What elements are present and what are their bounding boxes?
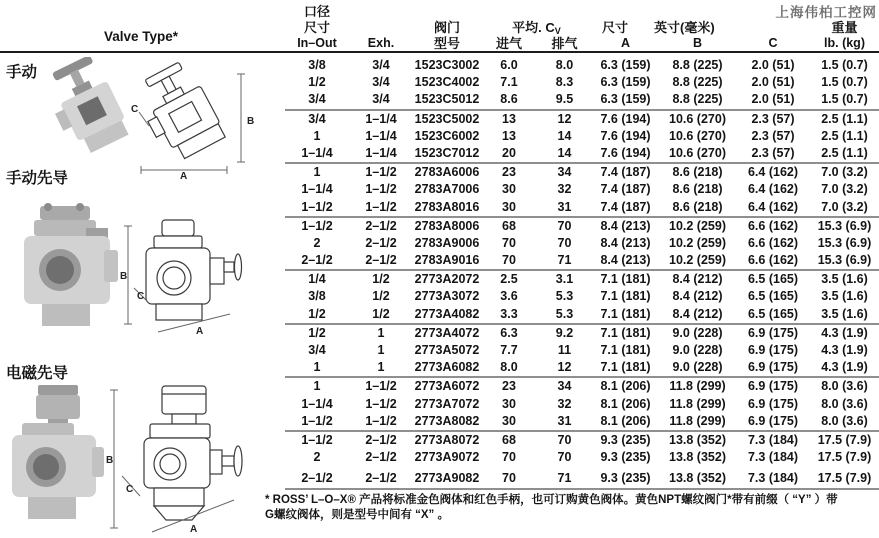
table-cell: 2.0 (51) xyxy=(751,92,795,107)
table-cell: 3/4 xyxy=(308,92,326,107)
table-cell: 3/4 xyxy=(372,58,390,72)
table-cell: 7.0 (3.2) xyxy=(821,182,868,197)
table-cell: 34 xyxy=(557,379,572,394)
table-cell: 1–1/2 xyxy=(301,199,333,214)
table-cell: 1–1/2 xyxy=(301,432,333,447)
table-cell: 1–1/4 xyxy=(365,128,397,143)
table-cell: 13.8 (352) xyxy=(669,450,726,465)
table-cell: 2.5 (1.1) xyxy=(821,128,868,143)
section-label-manual: 手动 xyxy=(6,64,38,81)
table-cell: 6.5 (165) xyxy=(747,289,799,304)
table-cell: 7.3 (184) xyxy=(747,471,799,486)
table-cell: 8.0 (3.6) xyxy=(821,379,868,394)
table-cell: 6.3 (159) xyxy=(600,92,651,107)
table-cell: 15.3 (6.9) xyxy=(817,253,872,268)
table-cell: 7.1 (181) xyxy=(600,289,651,304)
table-cell: 13 xyxy=(502,111,516,126)
table-cell: 8.0 (3.6) xyxy=(821,413,868,428)
table-cell: 3/4 xyxy=(372,92,390,107)
table-cell: 10.2 (259) xyxy=(669,218,726,233)
dim-label-a: A xyxy=(196,326,204,337)
table-cell: 1523C7012 xyxy=(414,145,480,160)
table-cell: 1523C3002 xyxy=(414,58,480,72)
table-cell: 31 xyxy=(557,199,572,214)
table-cell: 7.0 (3.2) xyxy=(821,199,868,214)
table-cell: 7.3 (184) xyxy=(747,450,799,465)
table-row xyxy=(285,145,879,162)
table-cell: 30 xyxy=(502,199,516,214)
table-row xyxy=(285,91,879,108)
solenoid-pilot-valve-drawing xyxy=(104,380,254,536)
table-cell: 15.3 (6.9) xyxy=(817,218,872,233)
table-cell: 6.5 (165) xyxy=(747,306,799,321)
table-cell: 9.0 (228) xyxy=(672,325,723,340)
table-cell: 6.9 (175) xyxy=(747,343,799,357)
table-cell: 7.6 (194) xyxy=(600,111,651,126)
table-cell: 1–1/2 xyxy=(365,396,397,411)
manual-pilot-valve-photo xyxy=(16,198,122,338)
table-cell: 7.1 (181) xyxy=(600,272,651,287)
row-group xyxy=(285,164,879,218)
header-cv-sub: V xyxy=(554,26,561,36)
header-exh: Exh. xyxy=(367,36,395,50)
table-cell: 2.3 (57) xyxy=(751,128,795,143)
table-cell: 6.4 (162) xyxy=(747,182,799,197)
table-cell: 70 xyxy=(557,218,572,233)
table-cell: 3.1 xyxy=(555,272,574,287)
table-cell: 8.6 (218) xyxy=(672,165,723,180)
table-cell: 1–1/2 xyxy=(301,218,333,233)
table-cell: 2–1/2 xyxy=(365,218,397,233)
row-group xyxy=(285,111,879,165)
table-cell: 17.5 (7.9) xyxy=(817,450,872,465)
table-cell: 7.1 (181) xyxy=(600,360,651,375)
table-cell: 8.4 (212) xyxy=(672,306,723,321)
table-cell: 8.8 (225) xyxy=(672,58,723,72)
table-cell: 6.3 (159) xyxy=(600,75,651,90)
row-group xyxy=(285,378,879,432)
table-cell: 9.3 (235) xyxy=(600,471,651,486)
table-cell: 70 xyxy=(502,450,516,465)
table-cell: 2–1/2 xyxy=(365,253,397,268)
header-inout: In–Out xyxy=(297,36,337,50)
header-cv-out: 排气 xyxy=(551,36,578,51)
table-cell: 70 xyxy=(557,450,572,465)
table-cell: 10.2 (259) xyxy=(669,235,726,250)
dim-label-b: B xyxy=(247,116,255,127)
table-row xyxy=(285,271,879,288)
header-model-line1: 阀门 xyxy=(433,20,460,35)
table-cell: 6.9 (175) xyxy=(747,379,799,394)
table-cell: 2773A4072 xyxy=(414,325,480,340)
table-cell: 6.9 (175) xyxy=(747,413,799,428)
manual-pilot-valve-drawing xyxy=(118,210,246,338)
table-cell: 3.5 (1.6) xyxy=(821,272,868,287)
table-cell: 13.8 (352) xyxy=(669,471,726,486)
table-cell: 1/2 xyxy=(372,272,390,287)
table-cell: 8.0 xyxy=(500,360,518,375)
table-cell: 23 xyxy=(502,165,516,180)
table-cell: 6.0 xyxy=(500,58,518,72)
manual-valve-photo xyxy=(46,57,132,169)
table-cell: 4.3 (1.9) xyxy=(821,343,868,357)
table-cell: 4.3 (1.9) xyxy=(821,360,868,375)
header-rule xyxy=(0,51,879,53)
table-cell: 2783A7006 xyxy=(414,182,480,197)
table-cell: 2 xyxy=(313,450,321,465)
table-cell: 2–1/2 xyxy=(365,432,397,447)
table-cell: 2773A2072 xyxy=(414,272,480,287)
table-cell: 2773A6082 xyxy=(414,360,480,375)
table-row xyxy=(285,164,879,181)
table-cell: 3.5 (1.6) xyxy=(821,306,868,321)
table-cell: 8.4 (212) xyxy=(672,272,723,287)
table-row xyxy=(285,74,879,91)
table-cell: 68 xyxy=(502,218,516,233)
header-dims-label: 尺寸 xyxy=(602,20,629,35)
table-cell: 2773A9072 xyxy=(414,450,480,465)
table-cell: 11.8 (299) xyxy=(669,379,726,394)
row-group xyxy=(285,432,879,490)
dim-label-c: C xyxy=(126,484,134,495)
header-cv-group xyxy=(481,19,592,35)
table-cell: 8.1 (206) xyxy=(600,413,651,428)
table-cell: 8.6 xyxy=(500,92,518,107)
table-cell: 1523C5002 xyxy=(414,111,480,126)
table-cell: 1 xyxy=(313,360,321,375)
table-cell: 6.9 (175) xyxy=(747,360,799,375)
table-row xyxy=(285,288,879,305)
table-cell: 2773A8072 xyxy=(414,432,480,447)
table-cell: 2773A9082 xyxy=(414,471,480,486)
dim-label-c: C xyxy=(131,104,139,115)
table-cell: 7.4 (187) xyxy=(600,165,651,180)
table-cell: 6.3 xyxy=(500,325,518,340)
table-cell: 7.7 xyxy=(500,343,518,357)
table-row xyxy=(285,199,879,216)
table-cell: 7.6 (194) xyxy=(600,128,651,143)
table-cell: 1–1/2 xyxy=(365,413,397,428)
table-cell: 8.4 (212) xyxy=(672,289,723,304)
table-cell: 2.5 xyxy=(500,272,518,287)
table-cell: 1–1/2 xyxy=(365,182,397,197)
table-cell: 2.0 (51) xyxy=(751,58,795,72)
table-cell: 8.8 (225) xyxy=(672,92,723,107)
table-cell: 6.9 (175) xyxy=(747,396,799,411)
table-cell: 71 xyxy=(557,471,572,486)
table-cell: 15.3 (6.9) xyxy=(817,235,872,250)
table-cell: 2773A6072 xyxy=(414,379,480,394)
table-cell: 6.3 (159) xyxy=(600,58,651,72)
table-cell: 10.6 (270) xyxy=(669,111,726,126)
footnote xyxy=(265,493,877,523)
table-cell: 2–1/2 xyxy=(301,253,333,268)
table-cell: 11.8 (299) xyxy=(669,413,726,428)
table-cell: 4.3 (1.9) xyxy=(821,325,868,340)
table-cell: 30 xyxy=(502,396,516,411)
table-cell: 8.1 (206) xyxy=(600,396,651,411)
dim-label-c: C xyxy=(137,291,145,302)
table-header xyxy=(285,3,879,51)
table-cell: 9.3 (235) xyxy=(600,432,651,447)
manual-valve-drawing xyxy=(127,60,257,180)
table-cell: 1523C5012 xyxy=(414,92,480,107)
table-cell: 1523C4002 xyxy=(414,75,480,90)
table-cell: 3/4 xyxy=(308,343,326,357)
table-cell: 3/4 xyxy=(372,75,390,90)
table-cell: 2.3 (57) xyxy=(751,145,795,160)
table-cell: 1.5 (0.7) xyxy=(821,92,868,107)
table-cell: 8.0 xyxy=(555,58,574,72)
table-cell: 1–1/4 xyxy=(301,145,333,160)
table-cell: 1/2 xyxy=(308,75,326,90)
valve-type-header: Valve Type* xyxy=(103,29,179,44)
table-cell: 10.6 (270) xyxy=(669,145,726,160)
table-cell: 2.0 (51) xyxy=(751,75,795,90)
table-row xyxy=(285,218,879,235)
table-cell: 2783A6006 xyxy=(414,165,480,180)
header-dims-units: 英寸(毫米) xyxy=(654,20,715,35)
table-cell: 17.5 (7.9) xyxy=(817,471,872,486)
table-row xyxy=(285,413,879,430)
table-cell: 12 xyxy=(557,360,572,375)
table-cell: 34 xyxy=(557,165,572,180)
table-cell: 9.5 xyxy=(555,92,574,107)
table-row xyxy=(285,325,879,342)
table-cell: 3.6 xyxy=(500,289,518,304)
table-row xyxy=(285,111,879,128)
table-cell: 2773A3072 xyxy=(414,289,480,304)
table-cell: 1 xyxy=(313,165,321,180)
row-group xyxy=(285,325,879,379)
table-cell: 2 xyxy=(313,235,321,250)
table-cell: 2773A5072 xyxy=(414,343,480,357)
table-cell: 9.2 xyxy=(555,325,574,340)
watermark: 上海伟柏工控网 xyxy=(775,5,877,20)
table-cell: 17.5 (7.9) xyxy=(817,432,872,447)
table-cell: 71 xyxy=(557,253,572,268)
table-cell: 7.4 (187) xyxy=(600,199,651,214)
table-cell: 1–1/4 xyxy=(301,396,333,411)
table-cell: 2.3 (57) xyxy=(751,111,795,126)
table-cell: 10.2 (259) xyxy=(669,253,726,268)
table-cell: 2783A9006 xyxy=(414,235,480,250)
table-row xyxy=(285,449,879,466)
table-cell: 23 xyxy=(502,379,516,394)
table-cell: 7.3 (184) xyxy=(747,432,799,447)
section-label-manual-pilot: 手动先导 xyxy=(6,170,69,187)
table-cell: 6.4 (162) xyxy=(747,165,799,180)
table-cell: 3.3 xyxy=(500,306,518,321)
table-cell: 8.4 (213) xyxy=(600,218,651,233)
table-cell: 70 xyxy=(557,235,572,250)
table-cell: 1 xyxy=(377,325,385,340)
table-cell: 1.5 (0.7) xyxy=(821,58,868,72)
table-cell: 1–1/4 xyxy=(365,111,397,126)
table-cell: 30 xyxy=(502,413,516,428)
table-cell: 7.1 (181) xyxy=(600,306,651,321)
table-cell: 9.3 (235) xyxy=(600,450,651,465)
table-cell: 8.6 (218) xyxy=(672,199,723,214)
table-cell: 31 xyxy=(557,413,572,428)
table-cell: 70 xyxy=(502,235,516,250)
table-cell: 8.1 (206) xyxy=(600,379,651,394)
table-cell: 2783A8016 xyxy=(414,199,480,214)
table-cell: 1 xyxy=(377,360,385,375)
table-cell: 5.3 xyxy=(555,306,574,321)
table-cell: 12 xyxy=(557,111,572,126)
table-cell: 6.9 (175) xyxy=(747,325,799,340)
table-cell: 1–1/2 xyxy=(365,165,397,180)
table-cell: 5.3 xyxy=(555,289,574,304)
table-cell: 1–1/2 xyxy=(365,199,397,214)
table-cell: 1 xyxy=(377,343,385,357)
header-cv-label: 平均. C xyxy=(512,20,555,35)
table-cell: 1523C6002 xyxy=(414,128,480,143)
table-cell: 32 xyxy=(557,396,572,411)
table-cell: 2783A8006 xyxy=(414,218,480,233)
table-cell: 3/4 xyxy=(308,111,326,126)
table-cell: 2.5 (1.1) xyxy=(821,111,868,126)
table-cell: 9.0 (228) xyxy=(672,343,723,357)
table-row xyxy=(285,378,879,395)
header-weight-line2: lb. (kg) xyxy=(824,36,865,50)
header-dim-c: C xyxy=(768,36,778,50)
table-cell: 8.3 xyxy=(555,75,574,90)
table-cell: 2–1/2 xyxy=(301,471,333,486)
table-row xyxy=(285,181,879,198)
table-cell: 20 xyxy=(502,145,516,160)
header-size-line2: 尺寸 xyxy=(303,20,330,35)
table-cell: 6.5 (165) xyxy=(747,272,799,287)
table-row xyxy=(285,57,879,74)
table-cell: 8.6 (218) xyxy=(672,182,723,197)
dim-label-b: B xyxy=(120,271,128,282)
table-cell: 2773A7072 xyxy=(414,396,480,411)
table-cell: 8.0 (3.6) xyxy=(821,396,868,411)
table-cell: 2773A8082 xyxy=(414,413,480,428)
header-cv-in: 进气 xyxy=(495,36,522,51)
table-cell: 10.6 (270) xyxy=(669,128,726,143)
table-body xyxy=(285,57,879,490)
table-cell: 13.8 (352) xyxy=(669,432,726,447)
solenoid-pilot-valve-photo xyxy=(6,383,106,528)
table-cell: 2773A4082 xyxy=(414,306,480,321)
table-cell: 32 xyxy=(557,182,572,197)
table-cell: 6.6 (162) xyxy=(747,235,799,250)
table-cell: 1–1/2 xyxy=(365,379,397,394)
table-cell: 1/2 xyxy=(372,289,390,304)
footnote-line2: G螺纹阀体，则是型号中间有 “X” 。 xyxy=(265,509,450,521)
table-row xyxy=(285,235,879,252)
table-cell: 2–1/2 xyxy=(365,471,397,486)
table-cell: 3.5 (1.6) xyxy=(821,289,868,304)
table-cell: 8.4 (213) xyxy=(600,253,651,268)
table-cell: 8.8 (225) xyxy=(672,75,723,90)
table-cell: 11 xyxy=(557,343,572,357)
table-cell: 70 xyxy=(557,432,572,447)
table-cell: 1/2 xyxy=(372,306,390,321)
table-cell: 70 xyxy=(502,253,516,268)
table-cell: 1/4 xyxy=(308,272,326,287)
dim-label-b: B xyxy=(106,455,114,466)
table-row xyxy=(285,252,879,269)
table-cell: 68 xyxy=(502,432,516,447)
table-row xyxy=(285,396,879,413)
table-cell: 7.1 (181) xyxy=(600,325,651,340)
footnote-line1: * ROSS’ L–O–X® 产品将标准金色阀体和红色手柄，也可订购黄色阀体。黄色NPT螺纹阀门*带有前缀（ “Y” ）带 xyxy=(265,494,838,506)
table-cell: 30 xyxy=(502,182,516,197)
dim-label-a: A xyxy=(190,524,198,535)
table-cell: 7.6 (194) xyxy=(600,145,651,160)
header-model-line2: 型号 xyxy=(433,36,460,51)
table-cell: 9.0 (228) xyxy=(672,360,723,375)
table-cell: 2–1/2 xyxy=(365,450,397,465)
header-weight-line1: 重量 xyxy=(831,20,858,35)
table-cell: 1–1/2 xyxy=(301,413,333,428)
table-cell: 7.1 xyxy=(500,75,518,90)
table-cell: 14 xyxy=(557,128,572,143)
table-cell: 2–1/2 xyxy=(365,235,397,250)
table-row xyxy=(285,342,879,359)
table-row xyxy=(285,128,879,145)
table-cell: 1 xyxy=(313,128,321,143)
table-cell: 6.4 (162) xyxy=(747,199,799,214)
table-row xyxy=(285,432,879,449)
table-cell: 1/2 xyxy=(308,306,326,321)
table-cell: 6.6 (162) xyxy=(747,253,799,268)
table-cell: 1.5 (0.7) xyxy=(821,75,868,90)
table-cell: 7.0 (3.2) xyxy=(821,165,868,180)
header-dim-a: A xyxy=(620,36,631,50)
table-cell: 7.1 (181) xyxy=(600,343,651,357)
dim-label-a: A xyxy=(180,171,188,180)
table-cell: 14 xyxy=(557,145,572,160)
table-cell: 1–1/4 xyxy=(365,145,397,160)
table-cell: 1–1/4 xyxy=(301,182,333,197)
table-cell: 2.5 (1.1) xyxy=(821,145,868,160)
table-cell: 3/8 xyxy=(308,289,326,304)
header-size-line1: 口径 xyxy=(303,4,330,19)
row-group xyxy=(285,57,879,111)
table-cell: 70 xyxy=(502,471,516,486)
row-group xyxy=(285,218,879,272)
table-row xyxy=(285,306,879,323)
table-cell: 11.8 (299) xyxy=(669,396,726,411)
table-cell: 13 xyxy=(502,128,516,143)
table-cell: 8.4 (213) xyxy=(600,235,651,250)
table-cell: 3/8 xyxy=(308,58,326,72)
table-cell: 2783A9016 xyxy=(414,253,480,268)
section-label-solenoid-pilot: 电磁先导 xyxy=(6,365,69,382)
header-dim-b: B xyxy=(692,36,703,50)
table-cell: 6.6 (162) xyxy=(747,218,799,233)
table-cell: 7.4 (187) xyxy=(600,182,651,197)
table-cell: 1 xyxy=(313,379,321,394)
table-row xyxy=(285,359,879,376)
row-group xyxy=(285,271,879,325)
header-dims-group xyxy=(592,19,810,35)
table-cell: 1/2 xyxy=(308,325,326,340)
table-row xyxy=(285,470,879,487)
